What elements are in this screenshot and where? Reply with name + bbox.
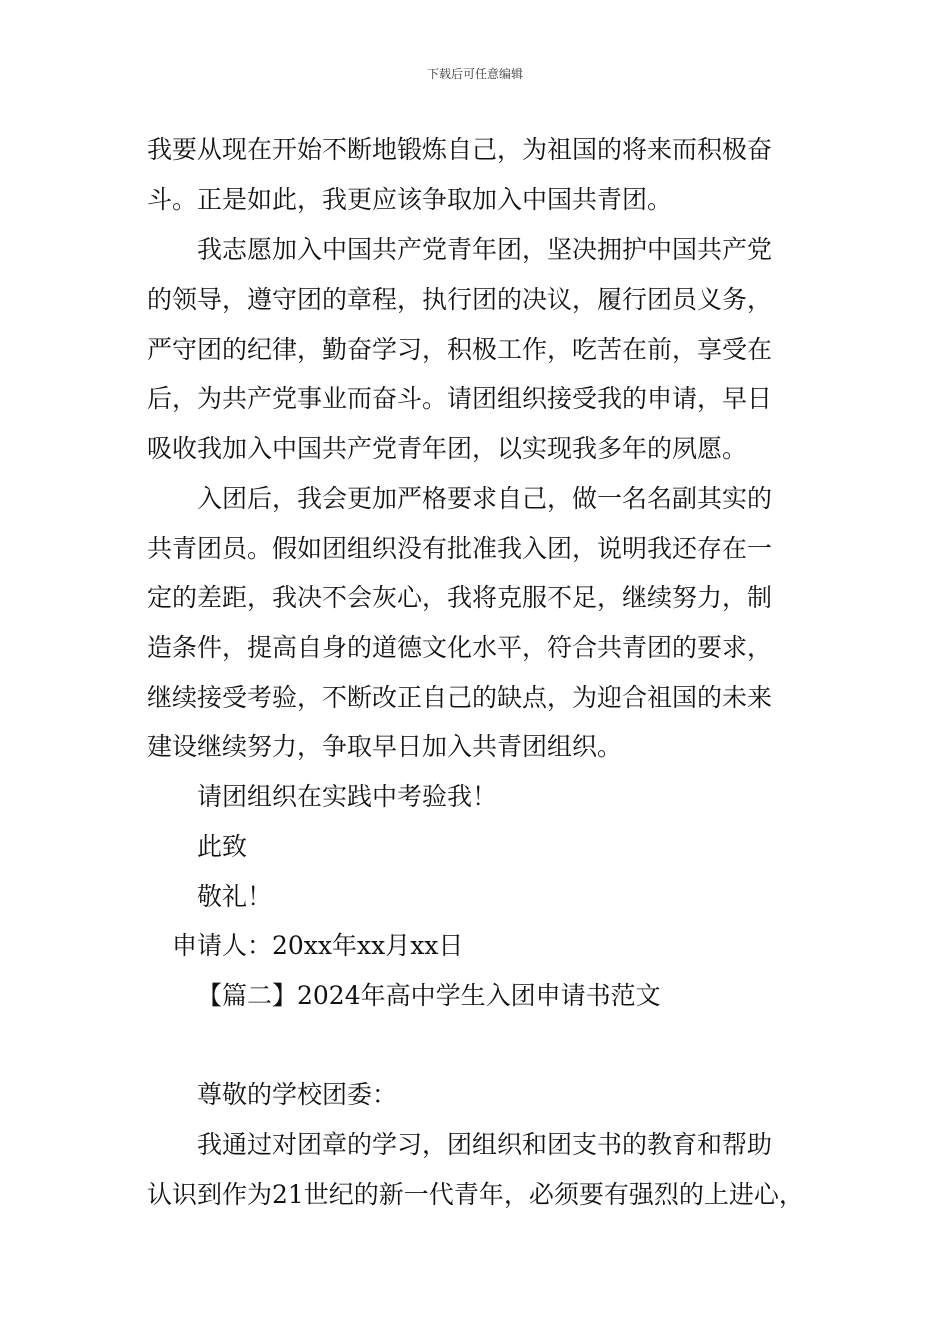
closing-regards: 敬礼！ xyxy=(197,882,273,911)
body-line-1: 我要从现在开始不断地锻炼自己，为祖国的将来而积极奋 xyxy=(147,135,773,164)
body-line-7: 吸收我加入中国共产党青年团，以实现我多年的夙愿。 xyxy=(147,434,748,463)
applicant-signature: 申请人：20xx年xx月xx日 xyxy=(172,931,464,960)
body-line-3: 我志愿加入中国共产党青年团，坚决拥护中国共产党 xyxy=(197,235,773,264)
body-line-11: 造条件，提高自身的道德文化水平，符合共青团的要求， xyxy=(147,633,773,662)
body-line-20: 我通过对团章的学习，团组织和团支书的教育和帮助 xyxy=(197,1130,773,1159)
closing-salutation: 此致 xyxy=(197,832,248,861)
body-line-12: 继续接受考验，不断改正自己的缺点，为迎合祖国的未来 xyxy=(147,683,773,712)
body-line-10: 定的差距，我决不会灰心，我将克服不足，继续努力，制 xyxy=(147,583,773,612)
body-line-6: 后，为共产党事业而奋斗。请团组织接受我的申请，早日 xyxy=(147,384,773,413)
body-line-13: 建设继续努力，争取早日加入共青团组织。 xyxy=(147,732,623,761)
body-line-14: 请团组织在实践中考验我！ xyxy=(197,782,498,811)
body-line-4: 的领导，遵守团的章程，执行团的决议，履行团员义务， xyxy=(147,285,773,314)
body-line-21: 认识到作为21世纪的新一代青年，必须要有强烈的上进心， xyxy=(147,1180,804,1209)
page-header-note: 下载后可任意编辑 xyxy=(426,67,523,81)
letter-greeting: 尊敬的学校团委： xyxy=(197,1080,398,1109)
body-line-9: 共青团员。假如团组织没有批准我入团，说明我还存在一 xyxy=(147,534,773,563)
body-line-5: 严守团的纪律，勤奋学习，积极工作，吃苦在前，享受在 xyxy=(147,335,773,364)
body-line-8: 入团后，我会更加严格要求自己，做一名名副其实的 xyxy=(197,484,773,513)
body-line-2: 斗。正是如此，我更应该争取加入中国共青团。 xyxy=(147,185,673,214)
section-heading: 【篇二】2024年高中学生入团申请书范文 xyxy=(197,981,661,1010)
